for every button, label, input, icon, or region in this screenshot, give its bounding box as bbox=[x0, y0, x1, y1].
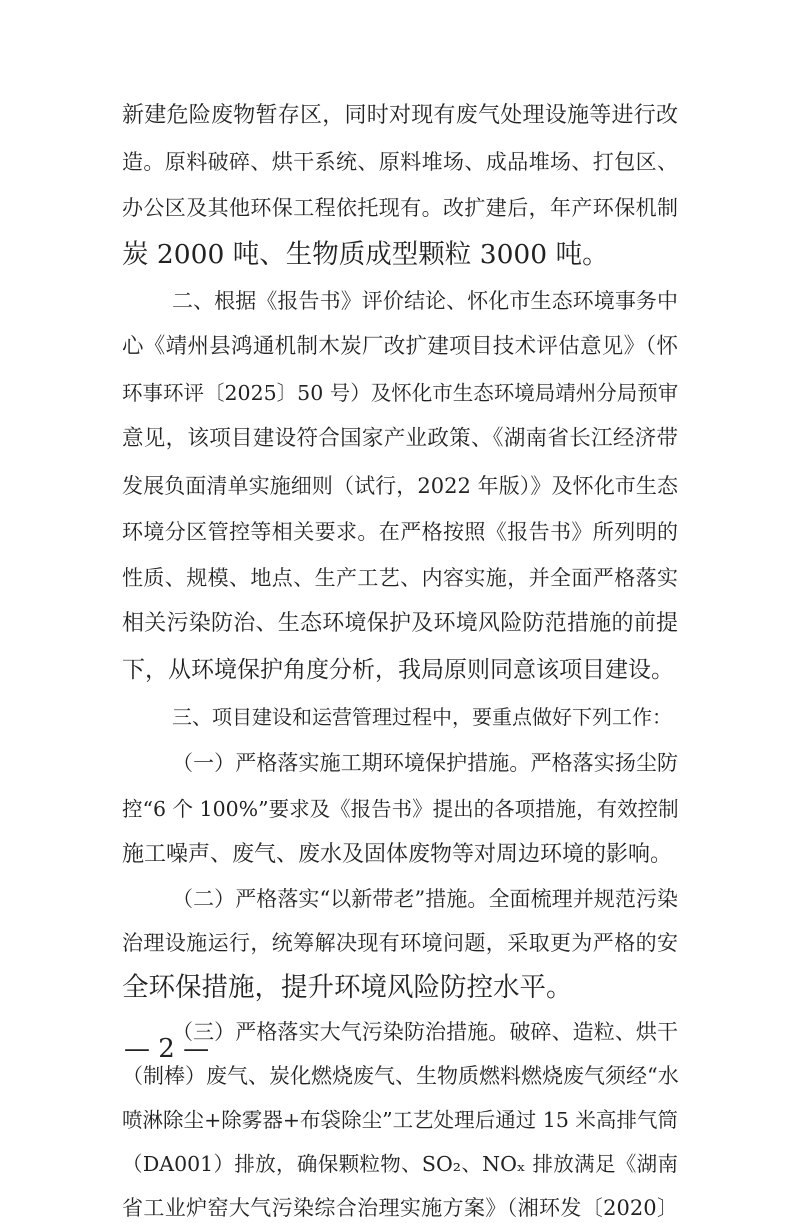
text-line: 性质、规模、地点、生产工艺、内容实施，并全面严格落实 bbox=[122, 566, 678, 590]
text-line: 下，从环境保护角度分析，我局原则同意该项目建设。 bbox=[122, 657, 674, 683]
text-line: （一）严格落实施工期环境保护措施。严格落实扬尘防 bbox=[172, 751, 678, 775]
text-line: 发展负面清单实施细则（试行，2022 年版）》及怀化市生态 bbox=[122, 474, 678, 498]
page-number: — 2 — bbox=[124, 1034, 210, 1064]
text-line: 环境分区管控等相关要求。在严格按照《报告书》所列明的 bbox=[122, 520, 678, 544]
text-line: 控“6 个 100%”要求及《报告书》提出的各项措施，有效控制 bbox=[122, 797, 679, 821]
text-line: 炭 2000 吨、生物质成型颗粒 3000 吨。 bbox=[122, 239, 609, 270]
text-line: 省工业炉窑大气污染综合治理实施方案》（湘环发〔2020〕 bbox=[122, 1196, 678, 1220]
text-line: 全环保措施，提升环境风险防控水平。 bbox=[122, 972, 573, 1003]
text-line: 治理设施运行，统筹解决现有环境问题，采取更为严格的安 bbox=[122, 931, 678, 955]
text-line: 心《靖州县鸿通机制木炭厂改扩建项目技术评估意见》（怀 bbox=[122, 334, 678, 359]
text-line: （DA001）排放，确保颗粒物、SO₂、NOₓ 排放满足《湖南 bbox=[122, 1152, 678, 1176]
text-line: 二、根据《报告书》评价结论、怀化市生态环境事务中 bbox=[172, 289, 678, 313]
text-line: （三）严格落实大气污染防治措施。破碎、造粒、烘干 bbox=[172, 1020, 678, 1044]
text-line: 新建危险废物暂存区，同时对现有废气处理设施等进行改 bbox=[122, 103, 678, 128]
text-line: 喷淋除尘+除雾器+布袋除尘”工艺处理后通过 15 米高排气筒 bbox=[122, 1108, 678, 1132]
text-line: 意见，该项目建设符合国家产业政策、《湖南省长江经济带 bbox=[122, 426, 678, 451]
text-line: 造。原料破碎、烘干系统、原料堆场、成品堆场、打包区、 bbox=[122, 150, 678, 174]
text-line: 三、项目建设和运营管理过程中，要重点做好下列工作： bbox=[172, 705, 672, 729]
text-line: 办公区及其他环保工程依托现有。改扩建后，年产环保机制 bbox=[122, 196, 678, 220]
text-line: （制棒）废气、炭化燃烧废气、生物质燃料燃烧废气须经“水 bbox=[122, 1064, 679, 1088]
text-line: 环事环评〔2025〕50 号）及怀化市生态环境局靖州分局预审 bbox=[122, 381, 679, 405]
text-line: 施工噪声、废气、废水及固体废物等对周边环境的影响。 bbox=[122, 842, 673, 867]
text-line: （二）严格落实“以新带老”措施。全面梳理并规范污染 bbox=[172, 887, 678, 911]
text-line: 相关污染防治、生态环境保护及环境风险防范措施的前提 bbox=[122, 611, 678, 636]
